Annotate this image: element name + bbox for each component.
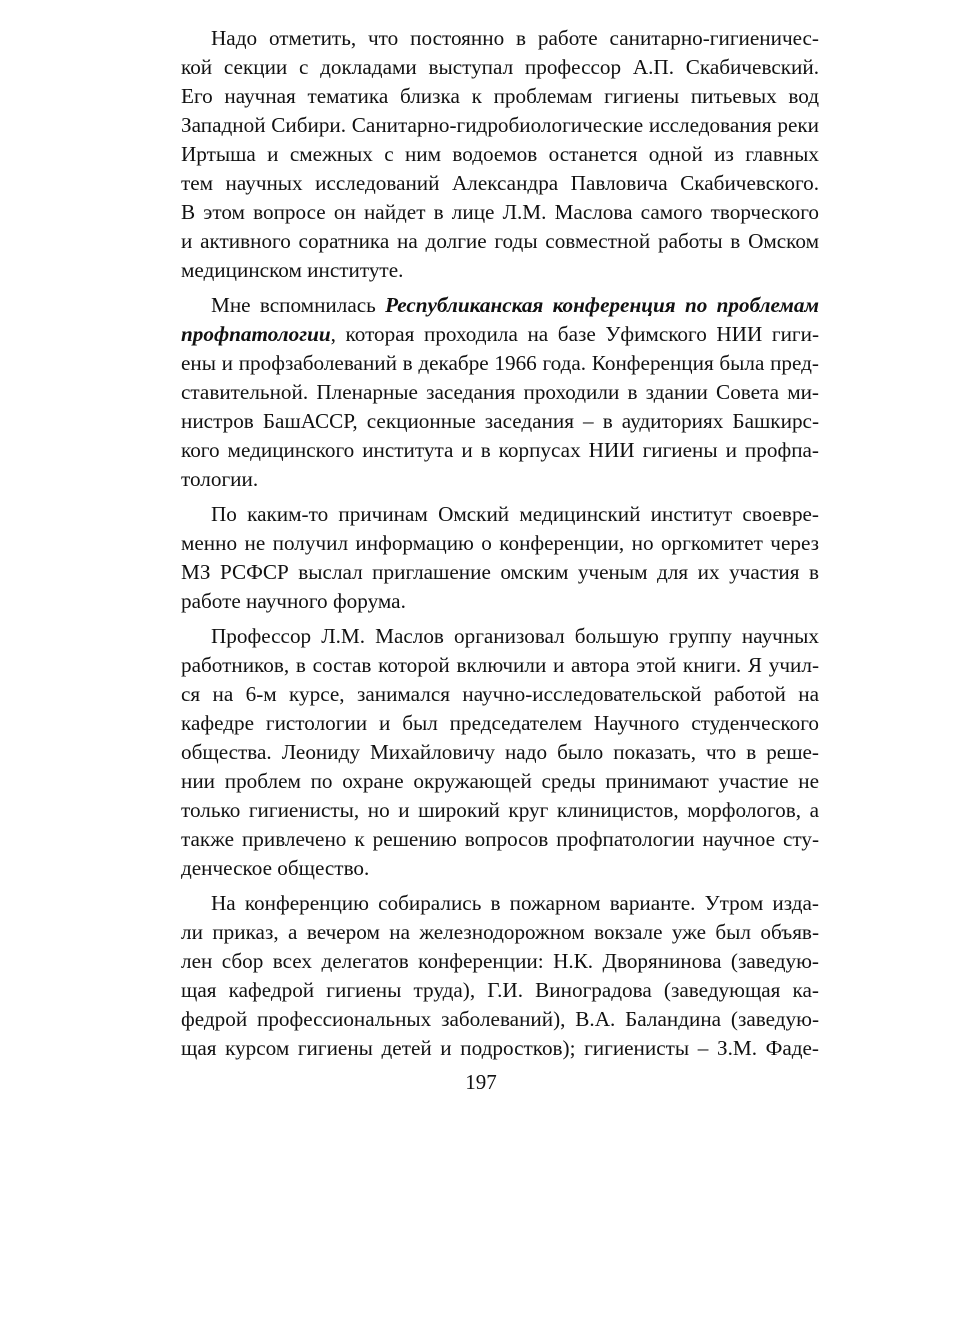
paragraph-5 bbox=[151, 889, 819, 1063]
page-body bbox=[151, 24, 819, 1063]
book-page bbox=[151, 24, 819, 1069]
text-line: только гигиенисты, но и широкий круг клиницистов, морфологов, а bbox=[181, 798, 819, 822]
text-line: щая курсом гигиены детей и подростков); гигиенисты – З.М. Фаде- bbox=[181, 1036, 819, 1060]
conference-title-emphasis: профпатологии bbox=[181, 322, 331, 346]
paragraph-2 bbox=[151, 291, 819, 494]
text-line: также привлечено к решению вопросов профпатологии научное сту- bbox=[181, 827, 819, 851]
text-line: и активного соратника на долгие годы совместной работы в Омском bbox=[181, 229, 819, 253]
text-line: Западной Сибири. Санитарно-гидробиологические исследования реки bbox=[181, 113, 819, 137]
text-line: общества. Леониду Михайловичу надо было показать, что в реше- bbox=[181, 740, 819, 764]
text-line: Надо отметить, что постоянно в работе санитарно-гигиеничес- bbox=[211, 26, 819, 50]
text-line: нистров БашАССР, секционные заседания – в аудиториях Башкирс- bbox=[181, 409, 819, 433]
text-line: менно не получил информацию о конференции, но оргкомитет через bbox=[181, 531, 819, 555]
text-line: кого медицинского института и в корпусах НИИ гигиены и профпа- bbox=[181, 438, 819, 462]
paragraph-3 bbox=[151, 500, 819, 616]
text-line: Профессор Л.М. Маслов организовал большую группу научных bbox=[211, 624, 819, 648]
text-line: лен сбор всех делегатов конференции: Н.К. Дворянинова (заведую- bbox=[181, 949, 819, 973]
text-line: федрой профессиональных заболеваний), В.А. Баландина (заведую- bbox=[181, 1007, 819, 1031]
text-line: работников, в состав которой включили и автора этой книги. Я учил- bbox=[181, 653, 819, 677]
page-number: 197 bbox=[465, 1070, 497, 1094]
text-line: МЗ РСФСР выслал приглашение омским ученым для их участия в bbox=[181, 560, 819, 584]
text-line bbox=[151, 291, 819, 320]
text-line: В этом вопросе он найдет в лице Л.М. Маслова самого творческого bbox=[181, 200, 819, 224]
text-line: Его научная тематика близка к проблемам гигиены питьевых вод bbox=[181, 84, 819, 108]
text-line: медицинском институте. bbox=[181, 258, 404, 282]
text-line: тологии. bbox=[181, 467, 259, 491]
text-line: денческое общество. bbox=[181, 856, 370, 880]
text-line: По каким-то причинам Омский медицинский институт своевре- bbox=[211, 502, 819, 526]
text-line: ставительной. Пленарные заседания проходили в здании Совета ми- bbox=[181, 380, 819, 404]
text-line: На конференцию собирались в пожарном варианте. Утром изда- bbox=[211, 891, 819, 915]
text-run: , которая проходила на базе Уфимского НИИ гиги- bbox=[330, 322, 819, 346]
text-line: ся на 6-м курсе, занимался научно-исследовательской работой на bbox=[181, 682, 819, 706]
text-line: тем научных исследований Александра Павловича Скабичевского. bbox=[181, 171, 819, 195]
conference-title-emphasis: Республиканская конференция по проблемам bbox=[385, 293, 819, 317]
text-line bbox=[151, 320, 819, 349]
text-line: щая кафедрой гигиены труда), Г.И. Виноградова (заведующая ка- bbox=[181, 978, 819, 1002]
text-line: кой секции с докладами выступал профессор А.П. Скабичевский. bbox=[181, 55, 819, 79]
text-line: нии проблем по охране окружающей среды принимают участие не bbox=[181, 769, 819, 793]
paragraph-1 bbox=[151, 24, 819, 285]
text-run: Мне вспомнилась bbox=[211, 293, 386, 317]
paragraph-4 bbox=[151, 622, 819, 883]
text-line: ены и профзаболеваний в декабре 1966 года. Конференция была пред- bbox=[181, 351, 819, 375]
text-line: работе научного форума. bbox=[181, 589, 406, 613]
text-line: ли приказ, а вечером на железнодорожном вокзале уже был объяв- bbox=[181, 920, 819, 944]
text-line: кафедре гистологии и был председателем Научного студенческого bbox=[181, 711, 819, 735]
text-line: Иртыша и смежных с ним водоемов останется одной из главных bbox=[181, 142, 819, 166]
